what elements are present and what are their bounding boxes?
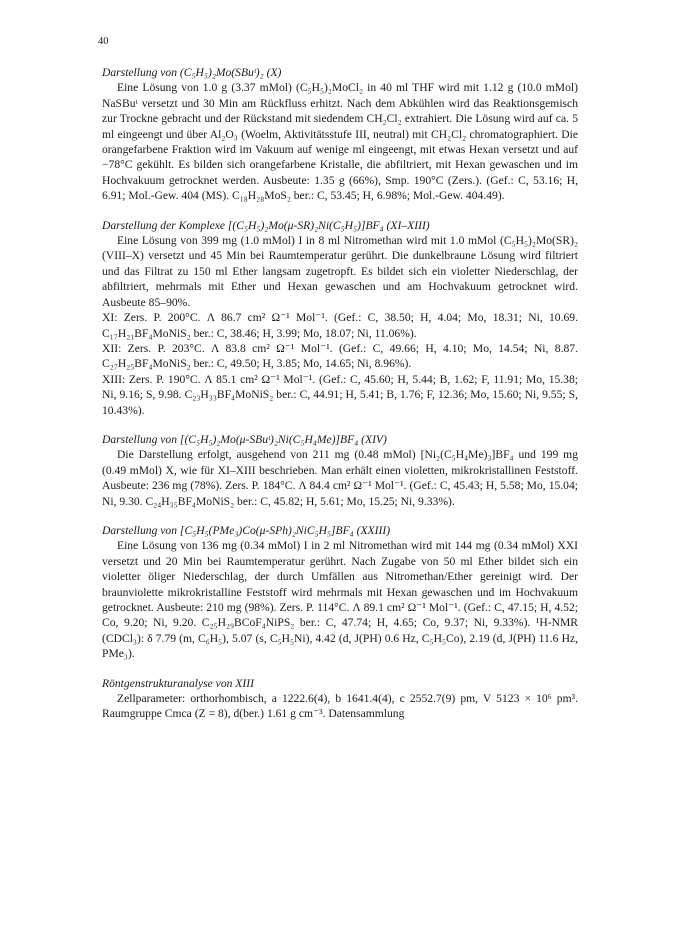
paragraph: XII: Zers. P. 203°C. Λ 83.8 cm² Ω⁻¹ Mol⁻¹. (Gef.: C, 49.66; H, 4.10; Mo, 14.54; Ni, 8.87. C₂₇H₂₅BF₄MoNiS₂ ber.: C, 49.50; H, 3.85; Mo, 14.65; Ni, 8.96%). <box>102 341 578 371</box>
section-preparation-xxiii <box>102 523 578 662</box>
paragraph: XI: Zers. P. 200°C. Λ 86.7 cm² Ω⁻¹ Mol⁻¹. (Gef.: C, 38.50; H, 4.04; Mo, 18.31; Ni, 10.69. C₁₇H₂₁BF₄MoNiS₂ ber.: C, 38.46; H, 3.99; Mo, 18.07; Ni, 11.06%). <box>102 311 578 340</box>
section-xray-analysis <box>102 676 578 722</box>
paragraph: XIII: Zers. P. 190°C. Λ 85.1 cm² Ω⁻¹ Mol⁻¹. (Gef.: C, 45.60; H, 5.44; B, 1.62; F, 11.91; Mo, 15.38; Ni, 9.16; S, 9.98. C₂₃H₃₃BF₄MoNiS₂ ber.: C, 44.91; H, 5.41; B, 1.76; F, 12.36; Mo, 15.60; Ni, 9.55; S, 10.43%). <box>102 372 578 417</box>
paragraph: Eine Lösung von 1.0 g (3.37 mMol) (C₅H₅)₂MoCl₂ in 40 ml THF wird mit 1.12 g (10.0 mMol) NaSBuᵗ versetzt und 30 Min am Rückfluss erhitzt. Nach dem Abkühlen wird das Reaktionsgemisch zur Trockne gebracht und der Rückstand mit siedendem CH₂Cl₂ extrahiert. Die Lösung wird auf ca. 5 ml eingeengt und über Al₂O₃ (Woelm, Aktivitätsstufe III, neutral) mit CH₂Cl₂ chromatographiert. Die orangefarbene Fraktion wird im Vakuum auf wenige ml eingeengt, mit etwas Hexan versetzt und auf −78°C gekühlt. Es bilden sich orangefarbene Kristalle, die abfiltriert, mit Hexan gewaschen und im Hochvakuum getrocknet werden. Ausbeute: 1.35 g (66%), Smp. 190°C (Zers.). (Gef.: C, 53.16; H, 6.91; Mol.-Gew. 404 (MS). C₁₈H₂₈MoS₂ ber.: C, 53.45; H, 6.98%; Mol.-Gew. 404.49). <box>102 81 578 203</box>
paragraph: Eine Lösung von 399 mg (1.0 mMol) I in 8 ml Nitromethan wird mit 1.0 mMol (C₅H₅)₂Mo(SR)₂ (VIII–X) versetzt und 45 Min bei Raumtemperatur gerührt. Die dunkelbraune Lösung wird filtriert und das Filtrat zu 150 ml Ether langsam zugetropft. Es bildet sich ein violetter Niederschlag, der abfiltriert, mehrmals mit Ether und Hexan gewaschen und am Hochvakuum getrocknet wird. Ausbeute 85–90%. <box>102 234 578 309</box>
section-preparation-x <box>102 65 578 204</box>
paragraph: Eine Lösung von 136 mg (0.34 mMol) I in 2 ml Nitromethan wird mit 144 mg (0.34 mMol) XXI versetzt und 20 Min bei Raumtemperatur gerührt. Nach Zugabe von 50 ml Ether bildet sich ein violetter öliger Niederschlag, der durch Umfällen aus Nitromethan/Ether gereinigt wird. Der braunviolette mikrokristalline Feststoff wird mehrmals mit Hexan gewaschen und im Hochvakuum getrocknet. Ausbeute: 210 mg (98%). Zers. P. 114°C. Λ 89.1 cm² Ω⁻¹ Mol⁻¹. (Gef.: C, 47.15; H, 4.52; Co, 9.20; Ni, 9.20. C₂₅H₂₉BCoF₄NiPS₂ ber.: C, 47.74; H, 4.65; Co, 9.37; Ni, 9.33%). ¹H-NMR (CDCl₃): δ 7.79 (m, C₆H₅), 5.07 (s, C₅H₅Ni), 4.42 (d, J(PH) 0.6 Hz, C₅H₅Co), 2.19 (d, J(PH) 11.6 Hz, PMe₃). <box>102 539 578 661</box>
section-heading: Darstellung von [C₅H₅(PMe₃)Co(μ-SPh)₂NiC₅H₅]BF₄ (XXIII) <box>102 523 391 537</box>
section-heading: Darstellung von [(C₅H₅)₂Mo(μ-SBuᵗ)₂Ni(C₅H₄Me)]BF₄ (XIV) <box>102 432 387 446</box>
section-heading: Röntgenstrukturanalyse von XIII <box>102 676 254 690</box>
section-heading: Darstellung der Komplexe [(C₅H₅)₂Mo(μ-SR)₂Ni(C₅H₅)]BF₄ (XI–XIII) <box>102 218 430 232</box>
page-number: 40 <box>98 36 109 47</box>
paragraph: Die Darstellung erfolgt, ausgehend von 211 mg (0.48 mMol) [Ni₂(C₅H₄Me)₃]BF₄ und 199 mg (0.49 mMol) X, wie für XI–XIII beschrieben. Man erhält einen violetten, mikrokristallinen Feststoff. Ausbeute: 236 mg (78%). Zers. P. 184°C. Λ 84.4 cm² Ω⁻¹ Mol⁻¹. (Gef.: C, 45.43; H, 5.58; Mo, 15.04; Ni, 9.30. C₂₄H₃₅BF₄MoNiS₂ ber.: C, 45.82; H, 5.61; Mo, 15.25; Ni, 9.33%). <box>102 448 578 508</box>
section-preparation-xiv <box>102 432 578 509</box>
section-heading: Darstellung von (C₅H₅)₂Mo(SBuᵗ)₂ (X) <box>102 66 282 79</box>
paragraph: Zellparameter: orthorhombisch, a 1222.6(4), b 1641.4(4), c 2552.7(9) pm, V 5123 × 10⁶ pm³. Raumgruppe Cmca (Z = 8), d(ber.) 1.61 g cm⁻³. Datensammlung <box>102 692 578 721</box>
section-preparation-xi-xiii <box>102 218 578 418</box>
page-body <box>102 65 578 736</box>
